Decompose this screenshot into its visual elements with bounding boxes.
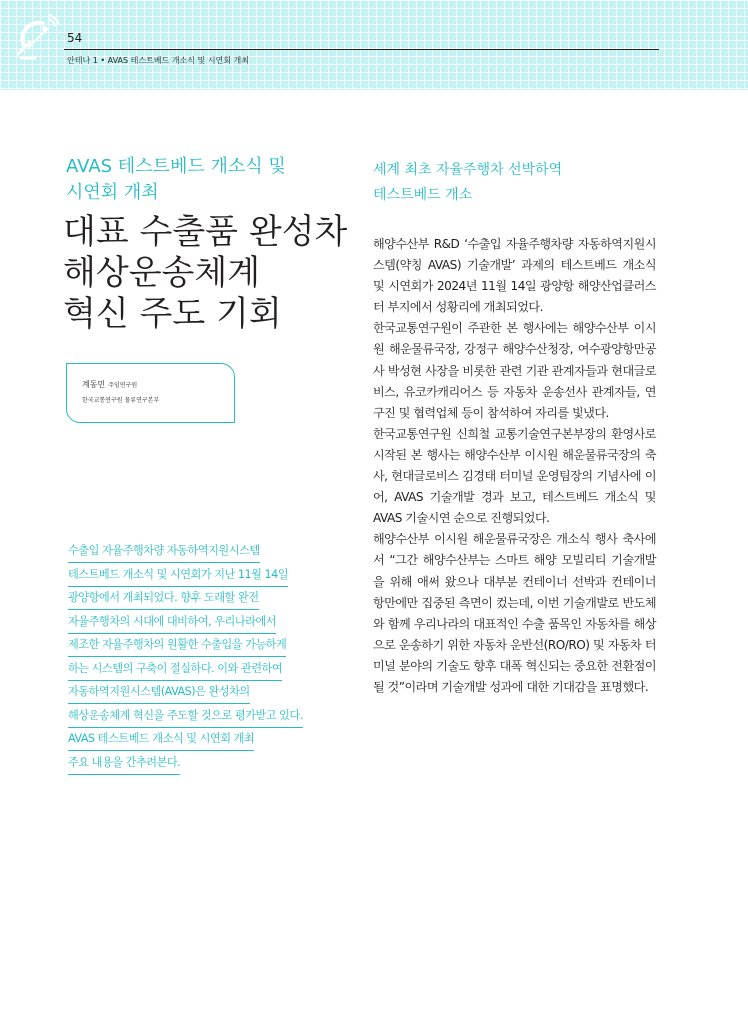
article-kicker	[66, 154, 356, 206]
running-head: 안테나 1 • AVAS 테스트베드 개소식 및 시연회 개최	[67, 56, 249, 65]
kicker-line: AVAS 테스트베드 개소식 및	[66, 156, 286, 177]
author-line	[82, 380, 137, 391]
title-line: 해상운송체계	[63, 253, 261, 293]
header-band	[0, 0, 748, 90]
antenna-dish-icon	[14, 14, 60, 60]
body-paragraph: 한국교통연구원이 주관한 본 행사에는 해양수산부 이시원 해운물류국장, 강정구 해양수산청장, 여수광양항만공사 박성현 사장을 비롯한 관련 기관 관계자들과 현대글로비스, 유코카캐리어스 등 자동차 운송선사 관계자들, 연구진 및 협력업체 등이 참석하여 자리를 빛냈다.	[373, 321, 656, 420]
summary-line: 자율주행차의 시대에 대비하여, 우리나라에서	[68, 612, 348, 636]
body-paragraph: 한국교통연구원 신희철 교통기술연구본부장의 환영사로 시작된 본 행사는 해양수산부 이시원 해운물류국장의 축사, 현대글로비스 김경태 터미널 운영팀장의 기념사에 이어, AVAS 기술개발 경과 보고, 테스트베드 개소식 및 AVAS 기술시연 순으로 진행되었다.	[373, 426, 656, 526]
summary-line: 자동하역지원시스템(AVAS)은 완성차의	[68, 682, 348, 706]
title-line: 대표 수출품 완성차	[63, 212, 348, 252]
body-paragraph: 해양수산부 이시원 해운물류국장은 개소식 행사 축사에서 “그간 해양수산부는 스마트 해양 모빌리티 기술개발을 위해 애써 왔으나 대부분 컨테이너 선박과 컨테이너 항만에만 집중된 측면이 컸는데, 이번 기술개발로 반도체와 함께 우리나라의 대표적인 수출 품목인 자동차를 해상으로 운송하기 위한 자동차 운반선(RO/RO) 및 자동차 터미널 분야의 기술도 향후 대폭 혁신되는 중요한 전환점이 될 것”이라며 기술개발 성과에 대한 기대감을 표명했다.	[373, 532, 656, 694]
body-paragraph: 해양수산부 R&D ‘수출입 자율주행차량 자동하역지원시스템(약칭 AVAS) 기술개발’ 과제의 테스트베드 개소식 및 시연회가 2024년 11월 14일 광양항 해양산업클러스터 부지에서 성황리에 개최되었다.	[373, 237, 656, 315]
summary-line: AVAS 테스트베드 개소식 및 시연회 개최	[68, 729, 348, 753]
summary-line: 제조한 자율주행차의 원활한 수출입을 가능하게	[68, 635, 348, 659]
summary-line: 광양항에서 개최되었다. 향후 도래할 완전	[68, 588, 348, 612]
page-number: 54	[67, 31, 83, 45]
author-name: 계동민	[82, 380, 106, 389]
summary-line: 하는 시스템의 구축이 절실하다. 이와 관련하여	[68, 659, 348, 683]
section-heading-line: 세계 최초 자율주행차 선박하역	[373, 162, 563, 178]
section-heading	[373, 158, 663, 208]
title-line: 혁신 주도 기회	[63, 294, 282, 334]
summary-line: 테스트베드 개소식 및 시연회가 지난 11월 14일	[68, 565, 348, 589]
article-title	[63, 212, 363, 335]
section-heading-line: 테스트베드 개소	[373, 187, 473, 203]
summary-line: 주요 내용을 간추려본다.	[68, 753, 348, 777]
article-body	[373, 234, 656, 698]
kicker-line: 시연회 개최	[66, 182, 159, 203]
summary-line: 해상운송체계 혁신을 주도할 것으로 평가받고 있다.	[68, 706, 348, 730]
author-role: 주임연구원	[108, 382, 138, 389]
author-box	[66, 363, 235, 423]
summary-line: 수출입 자율주행차량 자동하역지원시스템	[68, 541, 348, 565]
author-affiliation: 한국교통연구원 물류연구본부	[82, 397, 160, 404]
article-summary	[68, 541, 348, 776]
header-divider	[64, 49, 659, 50]
